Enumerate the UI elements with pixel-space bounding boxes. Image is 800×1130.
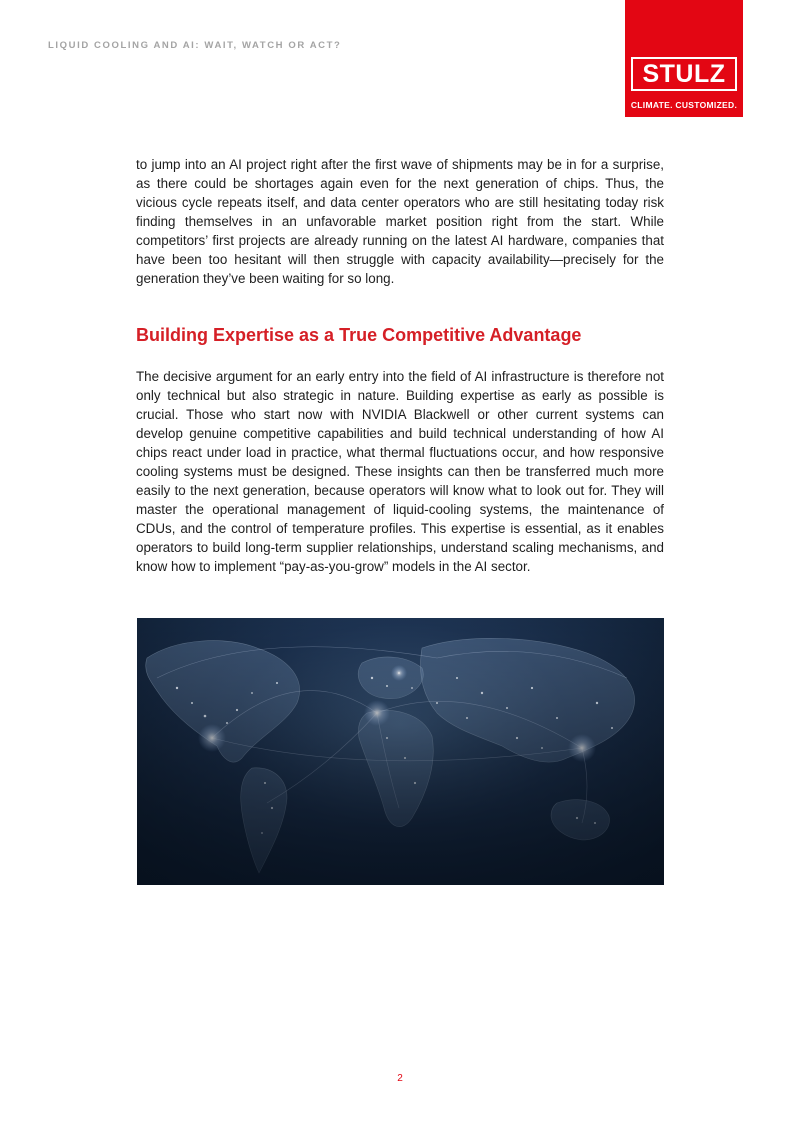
world-network-map-image [137, 618, 664, 885]
logo-wordmark-box [631, 57, 737, 91]
page-number: 2 [397, 1073, 403, 1084]
running-header: LIQUID COOLING AND AI: WAIT, WATCH OR ACT? [48, 40, 342, 51]
body-paragraph-1: to jump into an AI project right after the first wave of shipments may be in for a surprise, as there could be shortages again even for the next generation of chips. Thus, the vicious cycle repeats itself, and data center operators who are still hesitating today risk finding themselves in an unfavorable market position right from the start. While competitors’ first projects are already running on the latest AI hardware, companies that have been too hesitant will then struggle with capacity availability—precisely for the generation they’ve been waiting for so long. [136, 157, 664, 286]
body-paragraph-2: The decisive argument for an early entry into the field of AI infrastructure is therefore not only technical but also strategic in nature. Building expertise as early as possible is crucial. Those who start now with NVIDIA Blackwell or other current systems can develop genuine competitive capabilities and build technical understanding of how AI chips react under load in practice, what thermal fluctuations occur, and how responsive cooling systems must be designed. These insights can then be transferred much more easily to the next generation, because operators will know what to look out for. They will master the operational management of liquid-cooling systems, the maintenance of CDUs, and the control of temperature profiles. This expertise is essential, as it enables operators to build long-term supplier relationships, understand scaling mechanisms, and know how to implement “pay-as-you-grow” models in the AI sector. [136, 369, 664, 574]
world-map-illustration [137, 618, 664, 885]
logo-tagline: CLIMATE. CUSTOMIZED. [630, 100, 738, 110]
section-heading: Building Expertise as a True Competitive Advantage [136, 325, 582, 345]
stulz-logo [625, 0, 743, 117]
logo-wordmark: STULZ [642, 59, 726, 88]
